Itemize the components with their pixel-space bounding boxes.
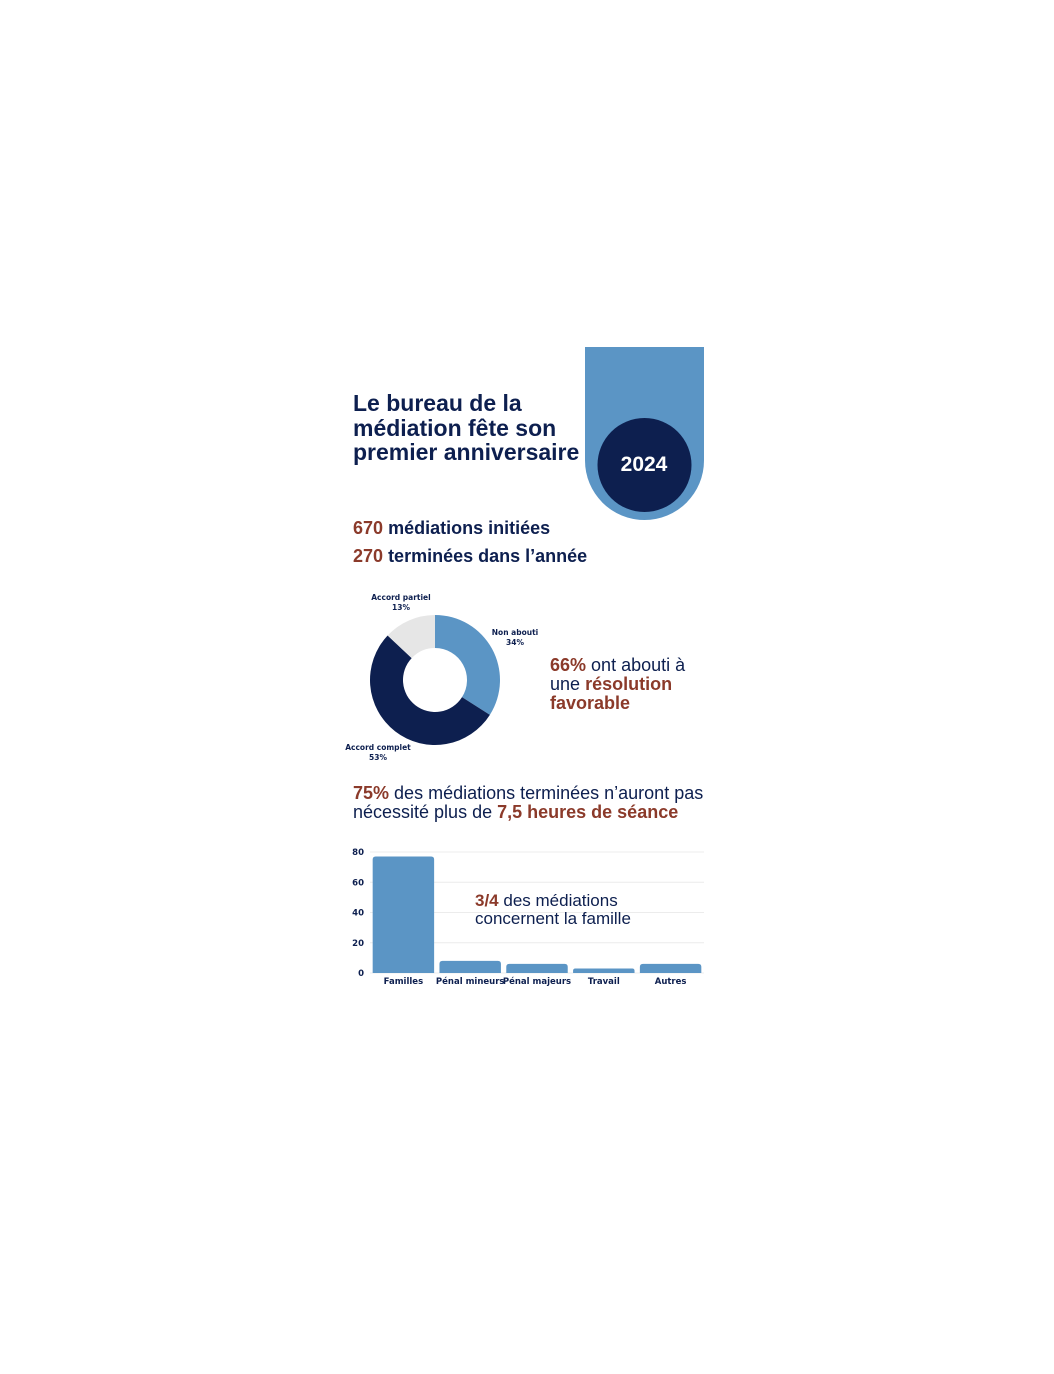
stat-completed (353, 546, 587, 567)
family-text: des médiations concernent la famille (475, 891, 631, 928)
x-label-penal-mineurs: Pénal mineurs (435, 977, 505, 987)
year-label: 2024 (620, 453, 668, 476)
x-label-familles: Familles (383, 977, 424, 987)
donut-value-non-abouti: 34% (506, 638, 524, 647)
donut-value-accord-complet: 53% (369, 753, 387, 762)
bar-familles (373, 857, 434, 973)
stat-initiated (353, 518, 550, 539)
x-label-autres: Autres (654, 977, 687, 987)
donut-chart (340, 585, 550, 770)
x-label-travail: Travail (587, 977, 620, 987)
bar-travail (573, 968, 634, 973)
resolution-percent: 66% (550, 655, 587, 675)
donut-svg (340, 585, 550, 770)
donut-value-accord-partiel: 13% (392, 603, 410, 612)
hours-percent: 75% (353, 783, 390, 803)
donut-slice-non-abouti (435, 615, 500, 715)
stat-completed-label: terminées dans l’année (388, 546, 588, 566)
x-label-penal-majeurs: Pénal majeurs (502, 977, 572, 987)
bar-penal-majeurs (506, 964, 567, 973)
y-tick-20: 20 (352, 938, 364, 949)
donut-label-accord-partiel: Accord partiel (371, 593, 431, 602)
y-tick-40: 40 (352, 908, 364, 919)
resolution-text: ont abouti à une (550, 655, 686, 694)
stat-completed-value: 270 (353, 546, 384, 566)
y-tick-80: 80 (352, 848, 364, 858)
family-statement (475, 892, 675, 928)
y-tick-60: 60 (352, 878, 364, 889)
hours-text: des médiations terminées n’auront pas nécessité plus de (353, 783, 704, 822)
bar-autres (640, 964, 701, 973)
page-title: Le bureau de la médiation fête son premier anniversaire (353, 390, 580, 465)
donut-label-non-abouti: Non abouti (491, 628, 539, 637)
stat-initiated-label: médiations initiées (388, 518, 551, 538)
bar-penal-mineurs (439, 961, 500, 973)
resolution-statement (550, 656, 710, 713)
resolution-highlight: résolution favorable (550, 674, 673, 713)
donut-label-accord-complet: Accord complet (345, 743, 411, 752)
hours-highlight: 7,5 heures de séance (497, 802, 679, 822)
y-tick-0: 0 (358, 969, 364, 979)
stat-initiated-value: 670 (353, 518, 384, 538)
hours-statement (353, 784, 733, 822)
family-fraction: 3/4 (475, 891, 499, 910)
